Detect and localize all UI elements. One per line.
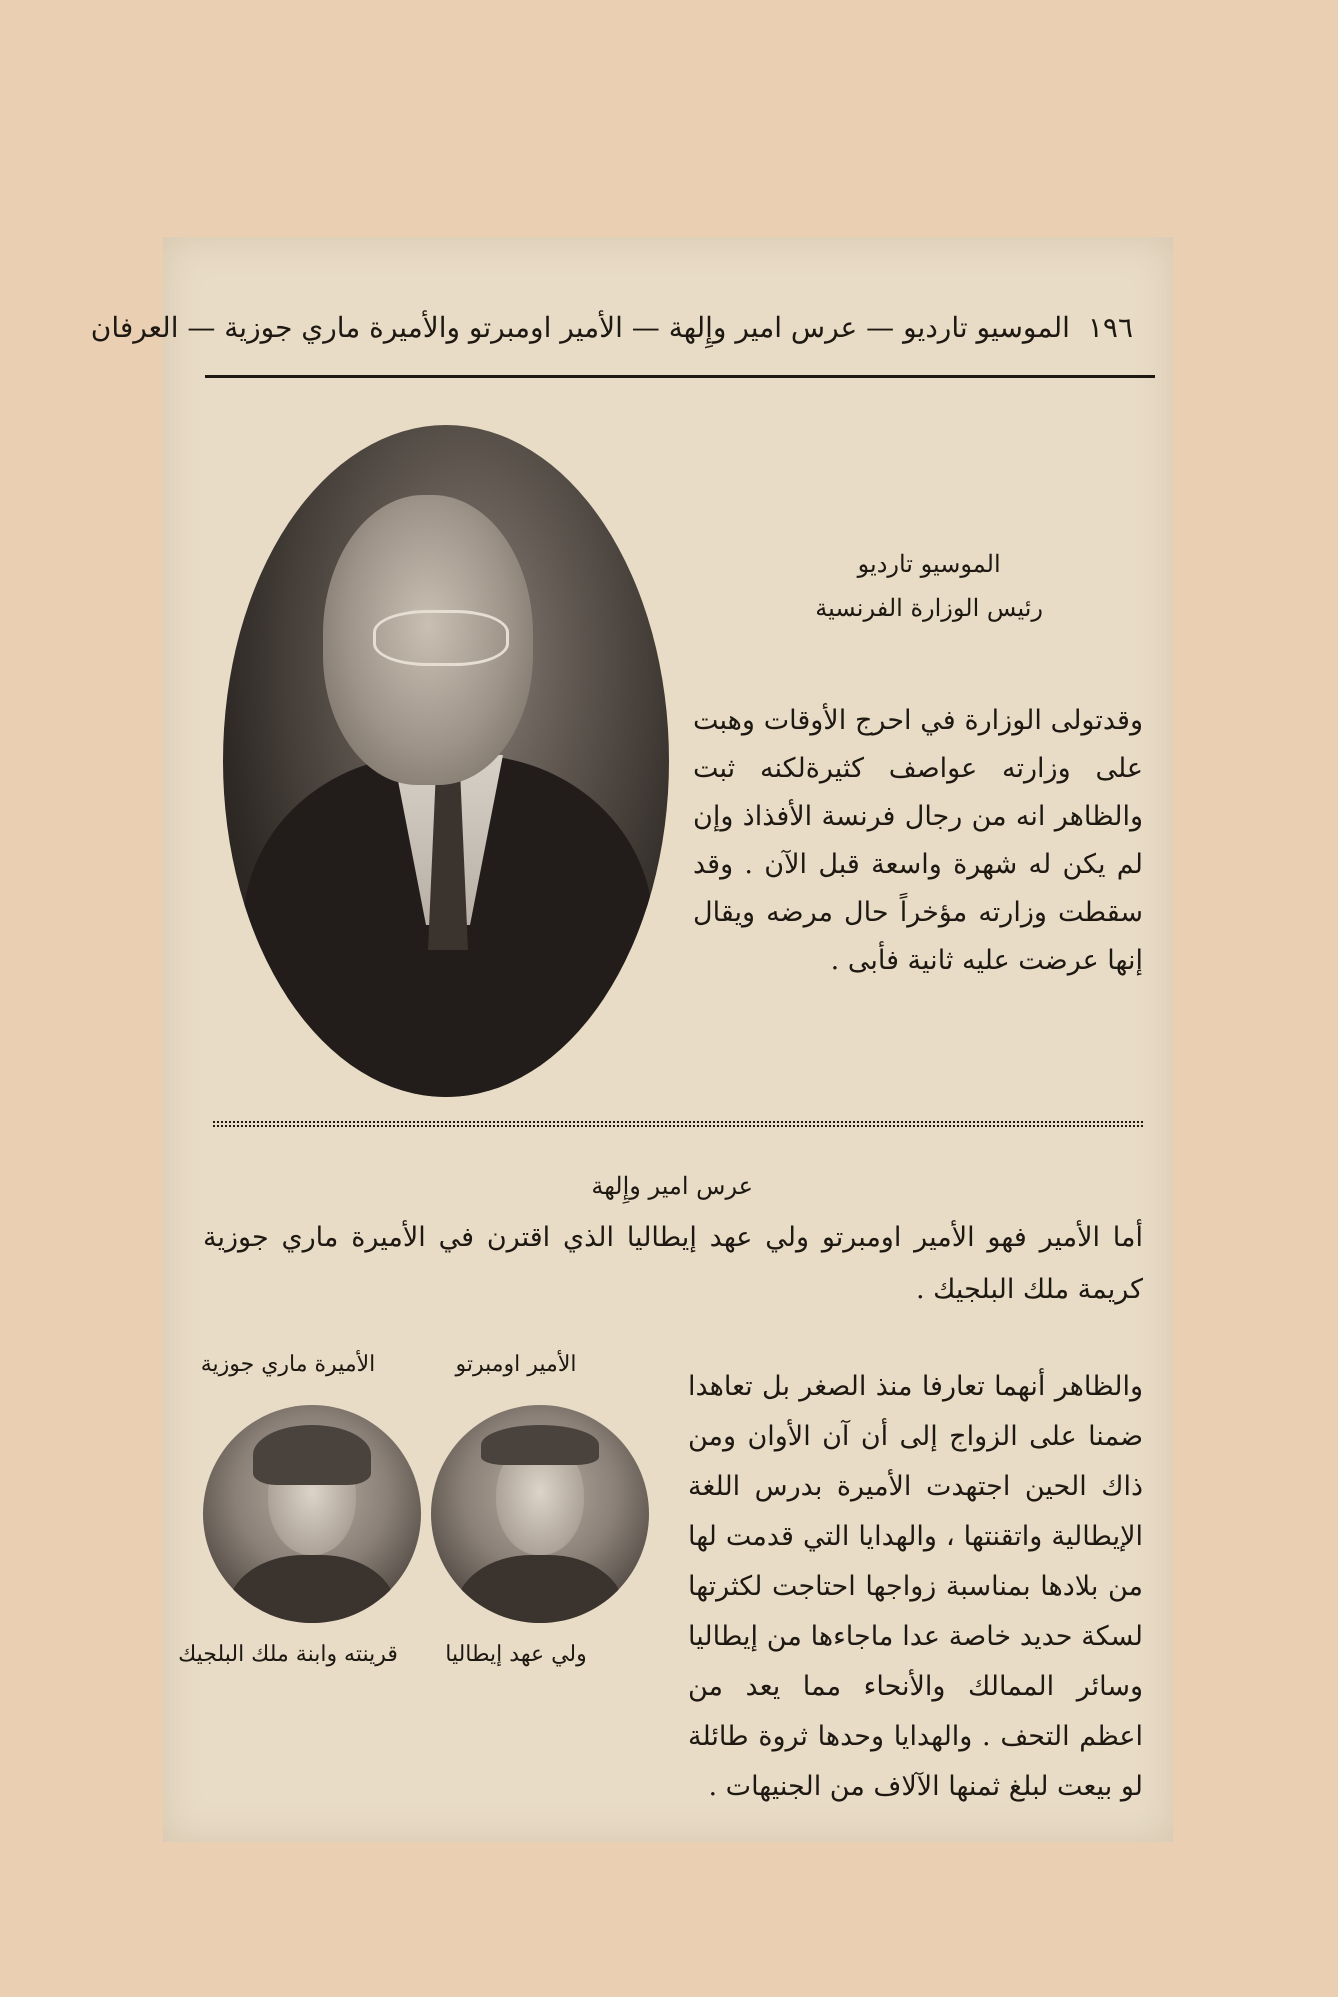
- tardieu-name: الموسيو تارديو: [857, 550, 1001, 578]
- magazine-page: [90, 237, 1173, 1842]
- section-divider-2: [213, 1125, 1143, 1127]
- running-title: الموسيو تارديو — عرس امير وإِلهة — الأمير اومبرتو والأميرة ماري جوزية — العرفان: [90, 310, 1070, 344]
- wedding-article-text: والظاهر أنهما تعارفا منذ الصغر بل تعاهدا ضمنا على الزواج إلى أن آن الأوان ومن ذاك الحين اجتهدت الأميرة بدرس اللغة الإيطالية واتقنتها ، والهدايا التي قدمت لها من بلادها بمناسبة زواجها احتاجت لكثرتها لسكة حديد خاصة عدا ماجاءها من إيطاليا وسائر الممالك والأنحاء مما يعد من اعظم التحف . والهدايا وحدها ثروة طائلة لو بيعت لبلغ ثمنها الآلاف من الجنيهات .: [688, 1371, 1143, 1802]
- princess-portrait: [203, 1405, 421, 1623]
- page-number: ١٩٦: [1087, 310, 1133, 344]
- tardieu-article-text: وقدتولى الوزارة في احرج الأوقات وهبت على وزارته عواصف كثيرةلكنه ثبت والظاهر انه من رجال فرنسة الأفذاذ وإن لم يكن له شهرة واسعة قبل الآن . وقد سقطت وزارته مؤخراً حال مرضه ويقال إنها عرضت عليه ثانية فأبى .: [693, 705, 1143, 976]
- section-divider: [213, 1121, 1143, 1123]
- tardieu-portrait: [223, 425, 669, 1097]
- wedding-intro-text: أما الأمير فهو الأمير اومبرتو ولي عهد إيطاليا الذي اقترن في الأميرة ماري جوزية كريمة ملك البلجيك .: [203, 1222, 1143, 1305]
- prince-name-label: الأمير اومبرتو: [455, 1352, 577, 1377]
- princess-body: [228, 1555, 396, 1623]
- princess-name-label: الأميرة ماري جوزية: [200, 1352, 376, 1377]
- wedding-section-title: عرس امير وإِلهة: [591, 1172, 753, 1200]
- princess-headpiece: [253, 1425, 371, 1485]
- portrait-glasses: [373, 610, 509, 666]
- tardieu-role: رئيس الوزارة الفرنسية: [815, 594, 1043, 622]
- header-divider: [205, 375, 1155, 378]
- princess-caption: قرينته وابنة ملك البلجيك: [178, 1642, 398, 1667]
- page-header: [90, 305, 1133, 349]
- prince-hair: [481, 1425, 599, 1465]
- prince-uniform: [456, 1555, 624, 1623]
- tardieu-caption: [815, 542, 1043, 630]
- prince-caption: ولي عهد إيطاليا: [445, 1642, 587, 1667]
- prince-portrait: [431, 1405, 649, 1623]
